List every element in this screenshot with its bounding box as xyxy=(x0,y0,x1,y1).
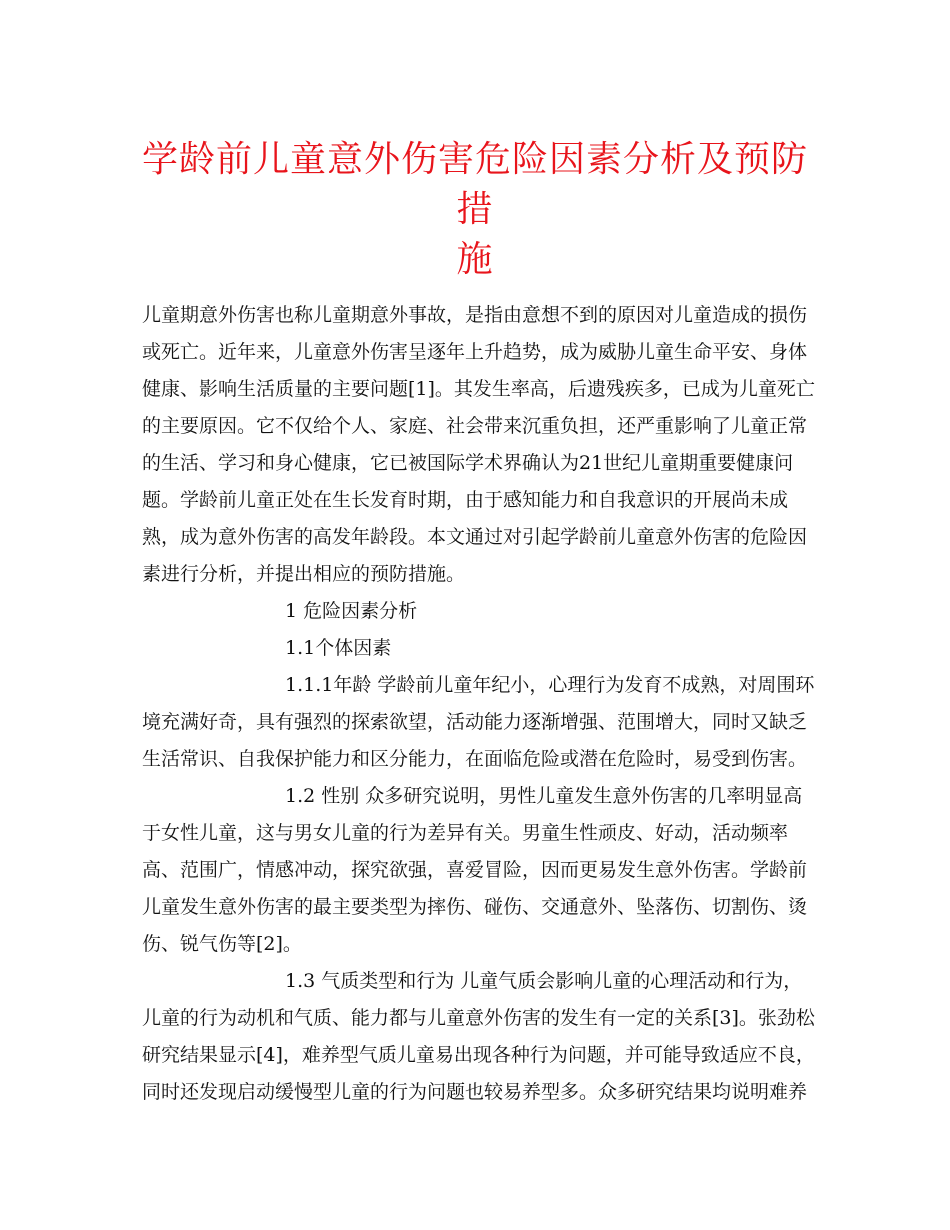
section-heading: 1 危险因素分析 xyxy=(285,600,418,622)
text-line: 境充满好奇，具有强烈的探索欲望，活动能力逐渐增强、范围增大，同时又缺乏 xyxy=(142,711,808,733)
text-line: 或死亡。近年来，儿童意外伤害呈逐年上升趋势，成为威胁儿童生命平安、身体 xyxy=(142,341,808,363)
text-line: 儿童的行为动机和气质、能力都与儿童意外伤害的发生有一定的关系[3]。张劲松 xyxy=(142,1007,815,1029)
text-line: 伤、锐气伤等[2]。 xyxy=(142,933,302,955)
text-line: 熟，成为意外伤害的高发年龄段。本文通过对引起学龄前儿童意外伤害的危险因 xyxy=(142,526,808,548)
text-line: 健康、影响生活质量的主要问题[1]。其发生率高，后遗残疾多，已成为儿童死亡 xyxy=(142,378,815,400)
title-line-2: 施 xyxy=(456,239,494,280)
subsection-heading: 1.1个体因素 xyxy=(285,637,392,659)
text-line: 儿童发生意外伤害的最主要类型为摔伤、碰伤、交通意外、坠落伤、切割伤、烫 xyxy=(142,896,808,918)
text-line: 同时还发现启动缓慢型儿童的行为问题也较易养型多。众多研究结果均说明难养 xyxy=(142,1081,808,1103)
text-line: 于女性儿童，这与男女儿童的行为差异有关。男童生性顽皮、好动，活动频率 xyxy=(142,822,789,844)
text-line: 1.1.1年龄 学龄前儿童年纪小，心理行为发育不成熟，对周围环 xyxy=(285,674,815,696)
text-line: 儿童期意外伤害也称儿童期意外事故，是指由意想不到的原因对儿童造成的损伤 xyxy=(142,304,808,326)
text-line: 研究结果显示[4]，难养型气质儿童易出现各种行为问题，并可能导致适应不良， xyxy=(142,1044,815,1066)
text-line: 1.3 气质类型和行为 儿童气质会影响儿童的心理活动和行为， xyxy=(285,970,803,992)
text-line: 生活常识、自我保护能力和区分能力，在面临危险或潜在危险时，易受到伤害。 xyxy=(142,748,808,770)
text-line: 的主要原因。它不仅给个人、家庭、社会带来沉重负担，还严重影响了儿童正常 xyxy=(142,415,808,437)
text-line: 的生活、学习和身心健康，它已被国际学术界确认为21世纪儿童期重要健康问 xyxy=(142,452,794,474)
text-line: 高、范围广，情感冲动，探究欲强，喜爱冒险，因而更易发生意外伤害。学龄前 xyxy=(142,859,808,881)
text-line: 素进行分析，并提出相应的预防措施。 xyxy=(142,563,466,585)
text-line: 题。学龄前儿童正处在生长发育时期，由于感知能力和自我意识的开展尚未成 xyxy=(142,489,789,511)
title-line-1: 学龄前儿童意外伤害危险因素分析及预防措 xyxy=(141,139,808,230)
text-line: 1.2 性别 众多研究说明，男性儿童发生意外伤害的几率明显高 xyxy=(285,785,803,807)
page-title xyxy=(140,135,810,285)
